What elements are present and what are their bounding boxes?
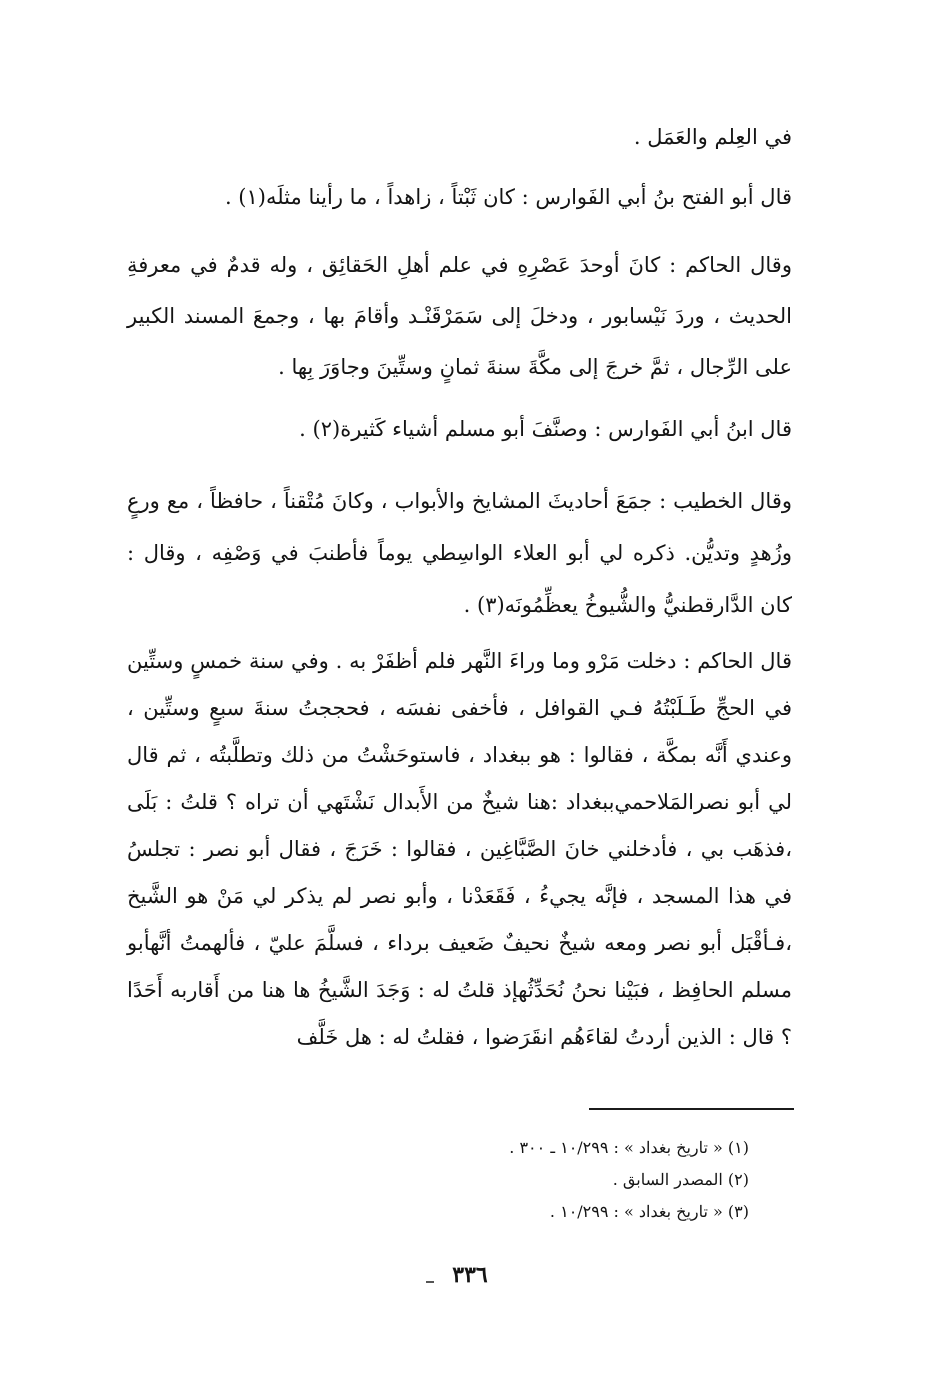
footnotes-list <box>189 1132 749 1228</box>
footnote-separator <box>589 1108 794 1110</box>
footnote-2: (٢) المصدر السابق . <box>612 1170 749 1189</box>
footnote-1: (١) « تاريخ بغداد » : ١٠/٢٩٩ ـ ٣٠٠ . <box>509 1138 749 1157</box>
paragraph-ibn-abi-al-fawaris-second-quote: قال ابنُ أبي الفَوارس : وصنَّفَ أبو مسلم أشياء كَثيرة(٢) . <box>299 417 792 441</box>
paragraph-al-hakim-narrative: قال الحاكم : دخلت مَرْو وما وراءَ النَّهر فلم أظفَرْ به . وفي سنة خمسٍ وستِّين في الحجِّ طَـلَبْتُهُ فـي القوافل ، فأخفى نفسَه ، فحججتُ سنةَ سبعٍ وستِّين ، وعندي أَنَّه بمكَّة ، فقالوا : هو ببغداد ، فاستوحَشْتُ من ذلك وتطلَّبتُه ، ثم قال لي أبو نصرالمَلاحمي‌ببغداد :هنا شيخٌ من الأَبدال نَشْتَهي أن تراه ؟ قلتُ : بَلَى ،فذهَب بي ، فأدخلني خانَ الصَّبَّاغِين ، فقالوا : خَرَجَ ، فقال أبو نصر : تجلسُ في هذا المسجد ، فإنَّه يجيءُ ، فَقَعَدْنا ، وأبو نصر لم يذكر لي مَنْ هو الشَّيخ ،فـأقْبَل أبو نصر ومعه شيخٌ نحيفٌ ضَعيف برداء ، فسلَّمَ عليّ ، فألهمتُ أنَّهأبو مسلم الحافِظ ، فبَيْنا نحنُ نُحَدِّثُهإذ قلتُ له : وَجَدَ الشَّيخُ ها هنا من أَقاربه أَحَدًا ؟ قال : الذين أردتُ لقاءَهُم انقَرَضوا ، فقلتُ له : هل خَلَّف <box>127 649 792 1049</box>
paragraph-al-khatib-quote: وقال الخطيب : جمَعَ أحاديثَ المشايخ والأبواب ، وكانَ مُتْقناً ، حافظاً ، مع ورعٍ وزُهدٍ وتديُّن. ذكره لي أبو العلاء الواسِطي يوماً فأطنبَ في وَصْفِه ، وقال : كان الدَّارقطنيُّ والشُّيوخُ يعظِّمُونَه(٣) . <box>127 489 792 617</box>
paragraph-ibn-abi-al-fawaris-quote: قال أبو الفتح بنُ أبي الفَوارس : كان ثَبْتاً ، زاهداً ، ما رأينا مثلَه(١) . <box>224 185 792 209</box>
footnote-3: (٣) « تاريخ بغداد » : ١٠/٢٩٩ . <box>549 1202 749 1221</box>
paragraph-al-hakim-quote: وقال الحاكم : كانَ أوحدَ عَصْرِهِ في علم أهلِ الحَقائِق ، وله قدمٌ في معرفةِ الحديث ، وردَ نَيْسابور ، ودخلَ إلى سَمَرْقَنْـد وأقامَ بها ، وجمعَ المسند الكبير على الرِّجال ، ثمَّ خرجَ إلى مكَّةَ سنةَ ثمانٍ وستِّينَ وجاوَرَ بِها . <box>127 253 792 379</box>
paragraph-continuation: في العِلم والعَمَل . <box>633 125 792 149</box>
page-number: ٣٣٦ <box>452 1262 488 1288</box>
